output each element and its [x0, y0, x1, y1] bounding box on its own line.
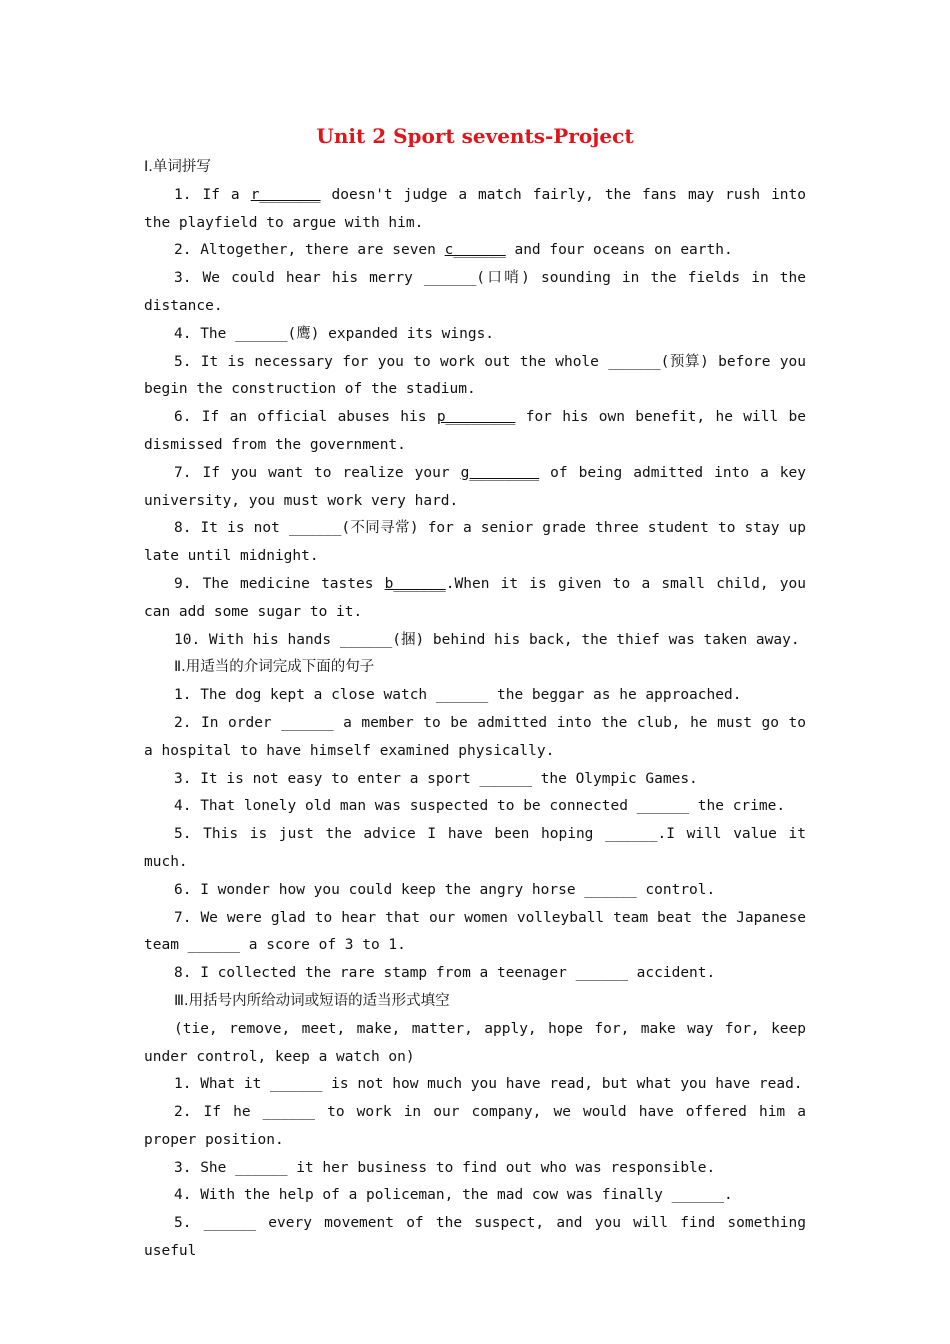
question-item: 3. It is not easy to enter a sport ______ the Olympic Games. — [174, 770, 698, 787]
document-page — [144, 118, 806, 1266]
answer-blank: r_______ — [250, 186, 321, 203]
question-item: 7. We were glad to hear that our women volleyball team beat the Japanese team ______ a score of 3 to 1. — [144, 909, 806, 954]
question-item — [144, 404, 806, 460]
answer-blank: b______ — [384, 575, 446, 592]
question-item — [144, 349, 806, 405]
question-text: 7. If you want to realize your — [174, 464, 461, 481]
question-item: 3. She ______ it her business to find out who was responsible. — [174, 1159, 716, 1176]
section-1-list — [144, 182, 806, 655]
question-item — [144, 265, 806, 321]
question-item: 2. In order ______ a member to be admitted into the club, he must go to a hospital to have himself examined physically. — [144, 714, 806, 759]
question-text: 3. We could hear his merry ______(口哨) sounding in the fields in the distance. — [144, 270, 806, 314]
question-item: 1. What it ______ is not how much you have read, but what you have read. — [174, 1076, 803, 1093]
section-1-heading: Ⅰ.单词拼写 — [144, 159, 211, 175]
question-text: 10. With his hands ______(捆) behind his back, the thief was taken away. — [174, 631, 800, 648]
question-item — [144, 460, 806, 516]
question-item — [144, 515, 806, 571]
question-text: 8. It is not ______(不同寻常) for a senior grade three student to stay up late until midnight. — [144, 520, 806, 565]
question-item — [144, 571, 806, 627]
question-item — [144, 182, 806, 238]
question-text: for his own benefit, he will be dismissed from the government. — [144, 409, 806, 453]
section-3-list — [144, 1071, 806, 1266]
question-item — [144, 321, 806, 349]
answer-blank: g________ — [460, 464, 540, 481]
question-text: 1. If a — [174, 186, 251, 203]
question-text: 5. It is necessary for you to work out the whole ______(预算) before you begin the construction of the stadium. — [144, 353, 806, 398]
question-item: 5. ______ every movement of the suspect, and you will find something useful — [144, 1215, 806, 1260]
question-text: 2. Altogether, there are seven — [174, 242, 445, 259]
section-3-heading: Ⅲ.用括号内所给动词或短语的适当形式填空 — [174, 992, 450, 1009]
question-item: 4. That lonely old man was suspected to be connected ______ the crime. — [174, 798, 786, 815]
answer-blank: c______ — [444, 242, 506, 259]
question-text: 6. If an official abuses his — [174, 409, 437, 426]
question-text: 9. The medicine tastes — [174, 575, 385, 592]
question-text: .When it is given to a small child, you can add some sugar to it. — [144, 575, 806, 620]
question-text: and four oceans on earth. — [505, 242, 733, 259]
question-item: 2. If he ______ to work in our company, we would have offered him a proper position. — [144, 1104, 806, 1148]
question-item: 1. The dog kept a close watch ______ the beggar as he approached. — [174, 687, 742, 704]
question-text: of being admitted into a key university, you must work very hard. — [144, 464, 806, 509]
question-item: 6. I wonder how you could keep the angry horse ______ control. — [174, 881, 716, 898]
question-item: 4. With the help of a policeman, the mad cow was finally ______. — [174, 1187, 733, 1204]
section-2-list — [144, 682, 806, 988]
answer-blank: p________ — [436, 409, 516, 426]
question-item — [144, 627, 806, 655]
word-bank: (tie, remove, meet, make, matter, apply, hope for, make way for, keep under control, keep a watch on) — [144, 1020, 806, 1065]
question-text: doesn't judge a match fairly, the fans may rush into the playfield to argue with him. — [144, 186, 806, 231]
section-2-heading: Ⅱ.用适当的介词完成下面的句子 — [174, 659, 375, 676]
page-title: Unit 2 Sport sevents-Project — [316, 124, 634, 148]
question-item: 5. This is just the advice I have been hoping ______.I will value it much. — [144, 826, 806, 870]
question-text: 4. The ______(鹰) expanded its wings. — [174, 325, 495, 342]
question-item: 8. I collected the rare stamp from a teenager ______ accident. — [174, 965, 716, 982]
question-item — [144, 237, 806, 265]
